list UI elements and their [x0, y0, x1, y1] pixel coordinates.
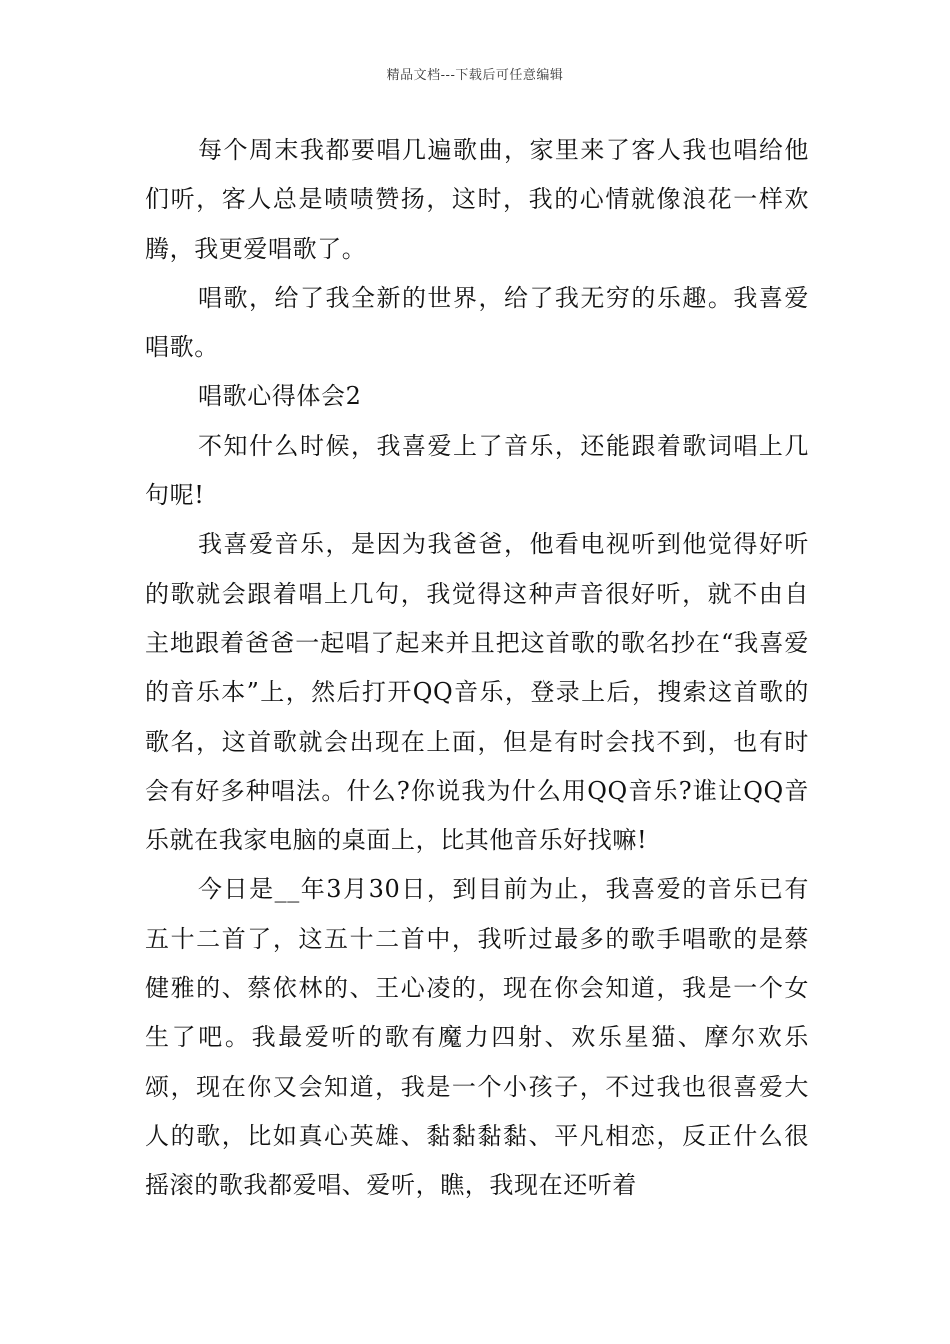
paragraph: 每个周末我都要唱几遍歌曲，家里来了客人我也唱给他们听，客人总是啧啧赞扬，这时，我的心情就像浪花一样欢腾，我更爱唱歌了。	[145, 136, 809, 263]
paragraph: 唱歌，给了我全新的世界，给了我无穷的乐趣。我喜爱唱歌。	[145, 283, 809, 362]
section-heading: 唱歌心得体会2	[198, 382, 362, 411]
document-body	[145, 126, 809, 1211]
paragraph: 不知什么时候，我喜爱上了音乐，还能跟着歌词唱上几句呢!	[145, 431, 809, 510]
paragraph: 我喜爱音乐，是因为我爸爸，他看电视听到他觉得好听的歌就会跟着唱上几句，我觉得这种声音很好听，就不由自主地跟着爸爸一起唱了起来并且把这首歌的歌名抄在“我喜爱的音乐本”上，然后打开QQ音乐，登录上后，搜索这首歌的歌名，这首歌就会出现在上面，但是有时会找不到，也有时会有好多种唱法。什么?你说我为什么用QQ音乐?谁让QQ音乐就在我家电脑的桌面上，比其他音乐好找嘛!	[145, 530, 809, 855]
paragraph: 今日是__年3月30日，到目前为止，我喜爱的音乐已有五十二首了，这五十二首中，我听过最多的歌手唱歌的是蔡健雅的、蔡依林的、王心凌的，现在你会知道，我是一个女生了吧。我最爱听的歌有魔力四射、欢乐星猫、摩尔欢乐颂，现在你又会知道，我是一个小孩子，不过我也很喜爱大人的歌，比如真心英雄、黏黏黏黏、平凡相恋，反正什么很摇滚的歌我都爱唱、爱听，瞧，我现在还听着	[145, 875, 809, 1200]
page-header: 精品文档---下载后可任意编辑	[386, 68, 564, 83]
